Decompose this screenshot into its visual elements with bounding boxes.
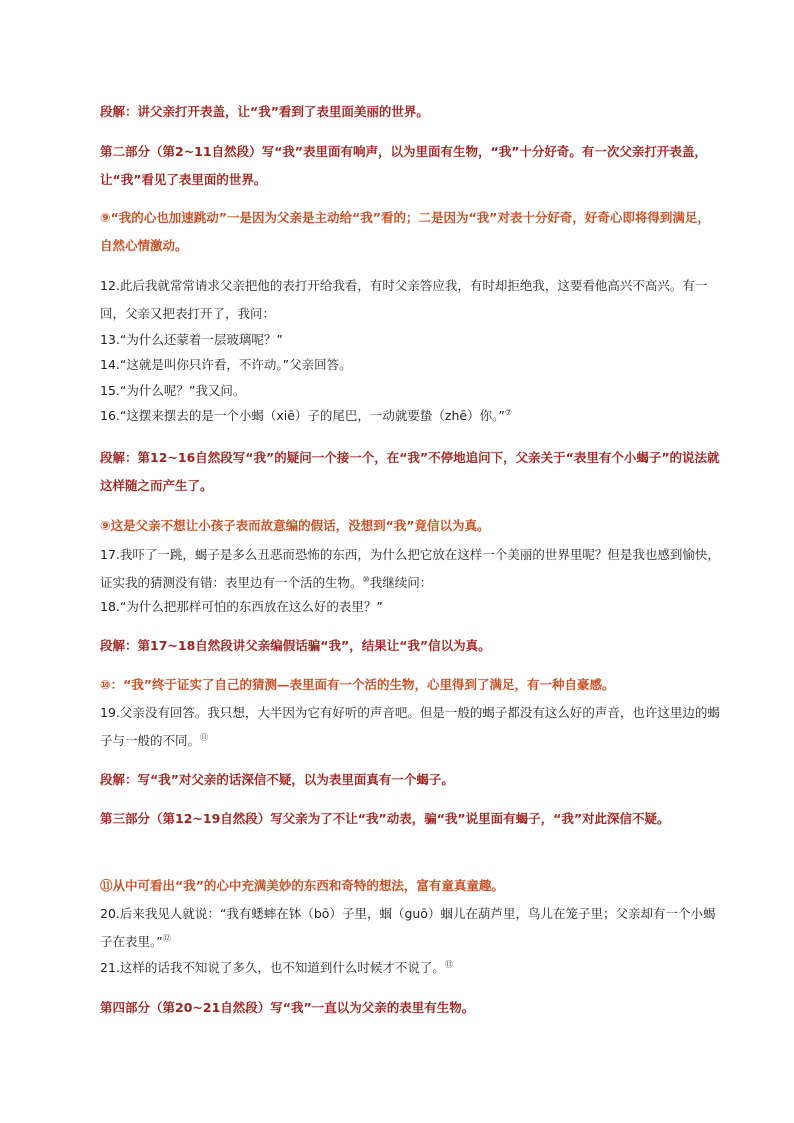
paragraph-summary-17-18: 段解：第17~18自然段讲父亲编假话骗“我”，结果让“我”信以为真。 (100, 638, 491, 653)
paragraph-summary-19: 段解：写“我”对父亲的话深信不疑，以为表里面真有一个蝎子。 (100, 772, 454, 787)
paragraph-15: 15.“为什么呢？”我又问。 (100, 383, 246, 398)
paragraph-13: 13.“为什么还蒙着一层玻璃呢？” (100, 332, 283, 347)
paragraph-part-three: 第三部分（第12~19自然段）写父亲为了不让“我”动表，骗“我”说里面有蝎子，“我”对此深信不疑。 (100, 811, 670, 826)
paragraph-annotation-10: ⑩：“我”终于证实了自己的猜测—表里面有一个活的生物，心里得到了满足，有一种自豪感。 (100, 677, 615, 692)
footnote-marker: ⑬ (444, 959, 453, 969)
paragraph-14: 14.“这就是叫你只许看，不许动。”父亲回答。 (100, 357, 352, 372)
paragraph-18: 18.“为什么把那样可怕的东西放在这么好的表里？” (100, 599, 383, 614)
paragraph-16: 16.“这摆来摆去的是一个小蝎（xiē）子的尾巴，一动就要蛰（zhē）你。”⑦ (100, 407, 512, 423)
footnote-marker: ⑩ (362, 574, 370, 584)
paragraph-summary-1: 段解：讲父亲打开表盖，让“我”看到了表里面美丽的世界。 (100, 104, 429, 119)
paragraph-17: 17.我吓了一跳，蝎子是多么丑恶而恐怖的东西，为什么把它放在这样一个美丽的世界里呢？但是我也感到愉快，证实我的猜测没有错：表里边有一个活的生物。⑩我继续问： (100, 547, 720, 590)
footnote-marker: ⑫ (162, 933, 171, 943)
paragraph-12: 12.此后我就常常请求父亲把他的表打开给我看，有时父亲答应我，有时却拒绝我，这要看他高兴不高兴。有一回，父亲又把表打开了，我问： (100, 278, 708, 321)
paragraph-part-two: 第二部分（第2~11自然段）写“我”表里面有响声，以为里面有生物，“我”十分好奇。有一次父亲打开表盖，让“我”看见了表里面的世界。 (100, 144, 707, 187)
paragraph-19: 19.父亲没有回答。我只想，大半因为它有好听的声音吧。但是一般的蝎子都没有这么好的声音，也许这里边的蝎子与一般的不同。⑪ (100, 705, 720, 748)
paragraph-annotation-9a: ⑨“我的心也加速跳动”一是因为父亲是主动给“我”看的；二是因为“我”对表十分好奇，好奇心即将得到满足，自然心情激动。 (100, 210, 710, 253)
paragraph-21: 21.这样的话我不知说了多久，也不知道到什么时候才不说了。⑬ (100, 959, 453, 975)
paragraph-annotation-9b: ⑨这是父亲不想让小孩子表而故意编的假话，没想到“我”竟信以为真。 (100, 518, 490, 533)
paragraph-summary-12-16: 段解：第12~16自然段写“我”的疑问一个接一个，在“我”不停地追问下，父亲关于“表里有个小蝎子”的说法就这样随之而产生了。 (100, 450, 720, 493)
paragraph-20: 20.后来我见人就说：“我有蟋蟀在钵（bō）子里，蝈（guō）蝈儿在葫芦里，鸟儿在笼子里；父亲却有一个小蝎子在表里。”⑫ (100, 906, 716, 949)
paragraph-part-four: 第四部分（第20~21自然段）写“我”一直以为父亲的表里有生物。 (100, 1000, 475, 1015)
paragraph-annotation-11: ⑪从中可看出“我”的心中充满美妙的东西和奇特的想法，富有童真童趣。 (100, 878, 504, 893)
footnote-marker: ⑪ (200, 732, 209, 742)
footnote-marker: ⑦ (504, 407, 512, 417)
